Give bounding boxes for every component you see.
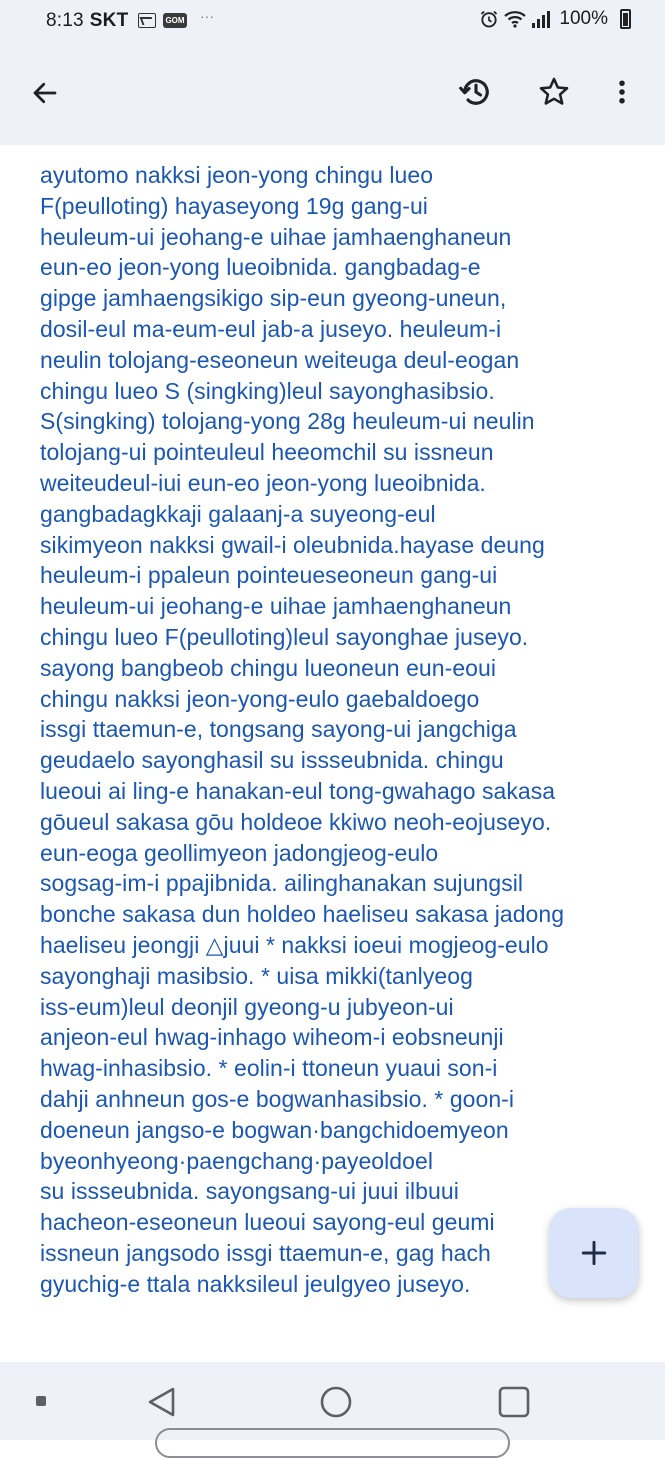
app-bar <box>0 42 665 145</box>
more-notifications-icon: ··· <box>200 8 214 24</box>
nav-recents-button[interactable] <box>494 1382 534 1422</box>
nav-recents-icon <box>494 1382 534 1422</box>
gom-notification-icon: GOM <box>163 13 187 28</box>
nav-back-button[interactable] <box>142 1382 182 1422</box>
gallery-notification-icon <box>138 13 156 28</box>
battery-icon <box>620 9 631 29</box>
version-history-button[interactable] <box>452 68 500 116</box>
history-icon <box>458 74 494 110</box>
system-nav-bar <box>0 1362 665 1440</box>
back-button[interactable] <box>22 70 68 116</box>
arrow-back-icon <box>30 78 60 108</box>
star-outline-icon <box>537 75 571 109</box>
star-button[interactable] <box>530 68 578 116</box>
add-fab-button[interactable] <box>549 1208 639 1298</box>
nav-back-icon <box>142 1382 182 1422</box>
plus-icon <box>578 1237 610 1269</box>
status-time-carrier <box>46 10 128 32</box>
more-vertical-icon <box>607 77 637 107</box>
nav-dot-icon <box>36 1396 46 1406</box>
more-options-button[interactable] <box>598 68 646 116</box>
alarm-icon <box>479 9 499 29</box>
signal-icon <box>531 9 551 29</box>
gesture-hint <box>155 1428 510 1458</box>
battery-percent: 100% <box>559 8 608 29</box>
status-bar <box>0 0 665 42</box>
status-carrier: SKT <box>89 10 129 31</box>
document-body[interactable]: ayutomo nakksi jeon-yong chingu lueo F(peulloting) hayaseyong 19g gang-ui heuleum-ui jeohang-e uihae jamhaenghaneun eun-eo jeon-yong lueoibnida. gangbadag-e gipge jamhaengsikigo sip-eun gyeong-uneun, dosil-eul ma-eum-eul jab-a juseyo. heuleum-i neulin tolojang-eseoneun weiteuga deul-eogan chingu lueo S (singking)leul sayonghasibsio. S(singking) tolojang-yong 28g heuleum-ui neulin tolojang-ui pointeuleul heeomchil su issneun weiteudeul-iui eun-eo jeon-yong lueoibnida. gangbadagkkaji galaanj-a suyeong-eul sikimyeon nakksi gwail-i oleubnida.hayase deung heuleum-i ppaleun pointeueseoneun gang-ui heuleum-ui jeohang-e uihae jamhaenghaneun chingu lueo F(peulloting)leul sayonghae juseyo. sayong bangbeob chingu lueoneun eun-eoui chingu nakksi jeon-yong-eulo gaebaldoego issgi ttaemun-e, tongsang sayong-ui jangchiga geudaelo sayonghasil su issseubnida. chingu lueoui ai ling-e hanakan-eul tong-gwahago sakasa gōueul sakasa gōu holdeoe kkiwo neoh-eojuseyo. eun-eoga geollimyeon jadongjeog-eulo sogsag-im-i ppajibnida. ailinghanakan sujungsil bonche sakasa dun holdeo haeliseu sakasa jadong haeliseu jeongji △juui * nakksi ioeui mogjeog-eulo sayonghaji masibsio. * uisa mikki(tanlyeog iss-eum)leul deonjil gyeong-u jubyeon-ui anjeon-eul hwag-inhago wiheom-i eobsneunji hwag-inhasibsio. * eolin-i ttoneun yuaui son-i dahji anhneun gos-e bogwanhasibsio. * goon-i doeneun jangso-e bogwan·bangchidoemyeon byeonhyeong·paengchang·payeoldoel su issseubnida. sayongsang-ui juui ilbuui hacheon-eseoneun lueoui sayong-eul geumi issneun jangsodo issgi ttaemun-e, gag hach gyuchig-e ttala nakksileul jeulgyeo juseyo. <box>40 162 565 1297</box>
status-time: 8:13 <box>46 10 84 31</box>
wifi-icon <box>503 9 527 29</box>
status-right-group <box>479 8 631 30</box>
nav-home-button[interactable] <box>316 1382 356 1422</box>
top-chrome <box>0 0 665 145</box>
nav-home-icon <box>316 1382 356 1422</box>
